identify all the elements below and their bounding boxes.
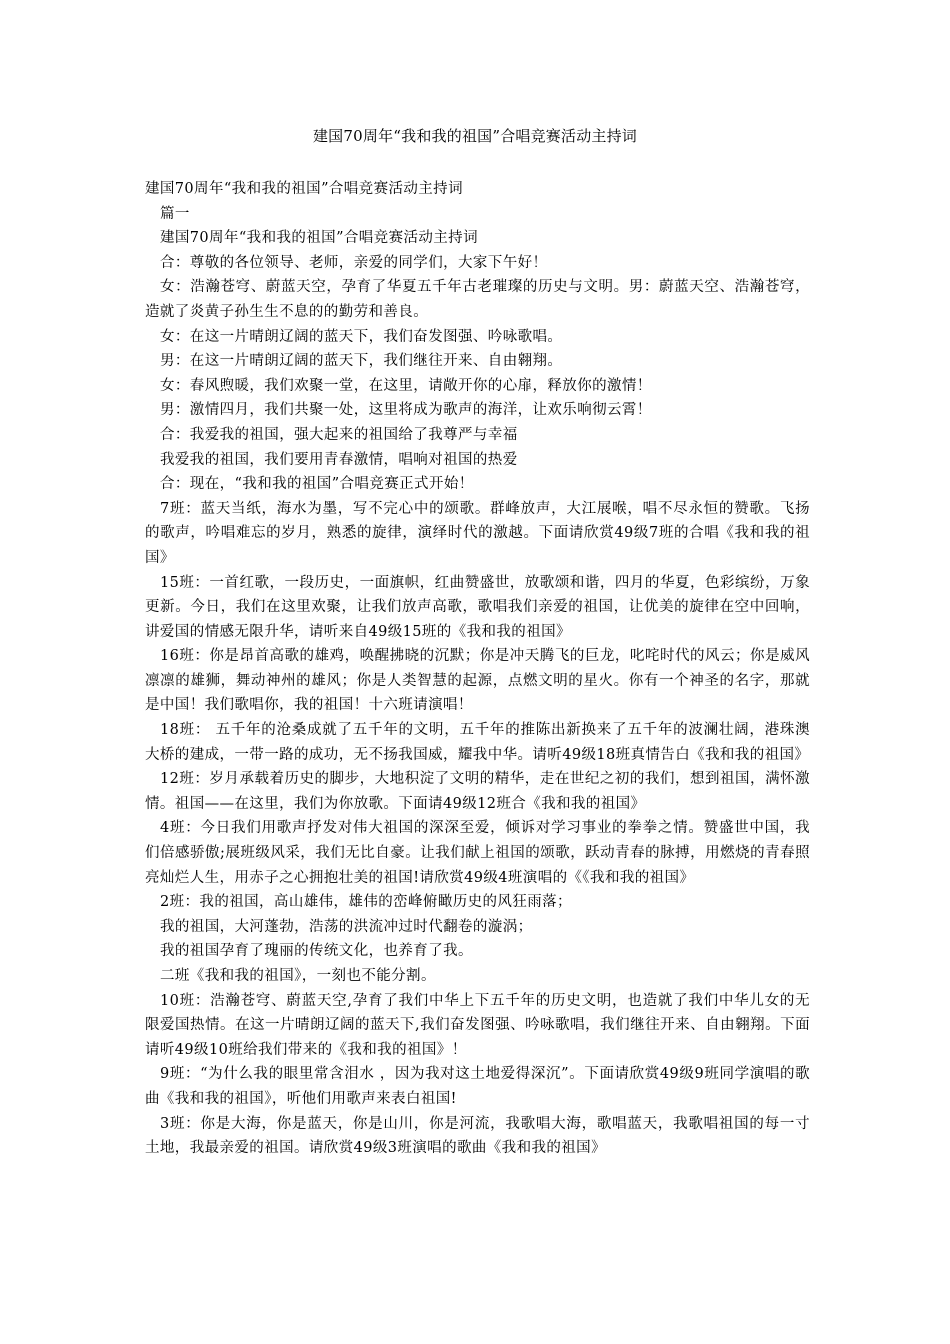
document-title: 建国70周年“我和我的祖国”合唱竞赛活动主持词 [312,127,638,145]
paragraph: 2班：我的祖国，高山雄伟，雄伟的峦峰俯瞰历史的风狂雨落； [160,894,572,911]
paragraph: 我的祖国，大河蓬勃，浩荡的洪流冲过时代翻卷的漩涡； [160,918,533,935]
paragraph: 9班：“为什么我的眼里常含泪水 ，因为我对这土地爱得深沉”。下面请欣赏49级9班同学演唱的歌曲《我和我的祖国》，听他们用歌声来表白祖国! [145,1066,810,1107]
paragraph: 18班： 五千年的沧桑成就了五千年的文明，五千年的推陈出新换来了五千年的波澜壮阔，港珠澳大桥的建成，一带一路的成功，无不扬我国威，耀我中华。请听49级18班真情告白《我和我的祖国》 [145,722,810,763]
paragraph: 16班：你是昂首高歌的雄鸡，唤醒拂晓的沉默；你是冲天腾飞的巨龙，叱咤时代的风云；你是威风凛凛的雄狮，舞动神州的雄风；你是人类智慧的起源，点燃文明的星火。你有一个神圣的名字，那就是中国！我们歌唱你，我的祖国！十六班请演唱！ [145,648,810,714]
document-body [145,177,810,1161]
paragraph: 男：激情四月，我们共聚一处，这里将成为歌声的海洋，让欢乐响彻云霄！ [160,402,652,419]
paragraph: 合：现在，“我和我的祖国”合唱竞赛正式开始！ [160,476,474,493]
paragraph: 我爱我的祖国，我们要用青春激情，唱响对祖国的热爱 [160,451,518,468]
paragraph: 3班：你是大海，你是蓝天，你是山川，你是河流，我歌唱大海，歌唱蓝天，我歌唱祖国的每一寸土地，我最亲爱的祖国。请欣赏49级3班演唱的歌曲《我和我的祖国》 [145,1115,810,1157]
paragraph: 男：在这一片晴朗辽阔的蓝天下，我们继往开来、自由翱翔。 [160,353,563,370]
paragraph: 建国70周年“我和我的祖国”合唱竞赛活动主持词 [145,181,463,197]
paragraph: 女：在这一片晴朗辽阔的蓝天下，我们奋发图强、吟咏歌唱。 [160,328,563,345]
paragraph: 女：春风煦暖，我们欢聚一堂，在这里，请敞开你的心扉，释放你的激情！ [160,377,652,394]
paragraph: 建国70周年“我和我的祖国”合唱竞赛活动主持词 [160,230,478,247]
paragraph: 合：我爱我的祖国，强大起来的祖国给了我尊严与幸福 [160,426,518,443]
paragraph: 我的祖国孕育了瑰丽的传统文化，也养育了我。 [160,943,473,960]
paragraph: 4班：今日我们用歌声抒发对伟大祖国的深深至爱，倾诉对学习事业的拳拳之情。赞盛世中国，我们倍感骄傲;展班级风采，我们无比自豪。让我们献上祖国的颂歌，跃动青春的脉搏，用燃烧的青春照亮灿烂人生，用赤子之心拥抱壮美的祖国!请欣赏49级4班演唱的《《我和我的祖国》 [145,820,810,886]
paragraph: 7班：蓝天当纸，海水为墨，写不完心中的颂歌。群峰放声，大江展喉，唱不尽永恒的赞歌。飞扬的歌声，吟唱难忘的岁月，熟悉的旋律，演绎时代的激越。下面请欣赏49级7班的合唱《我和我的祖国》 [145,500,811,566]
paragraph: 10班：浩瀚苍穹、蔚蓝天空,孕育了我们中华上下五千年的历史文明，也造就了我们中华儿女的无限爱国热情。在这一片晴朗辽阔的蓝天下,我们奋发图强、吟咏歌唱，我们继往开来、自由翱翔。下面请听49级10班给我们带来的《我和我的祖国》！ [145,992,810,1058]
paragraph: 篇一 [160,205,190,222]
paragraph: 二班《我和我的祖国》，一刻也不能分割。 [160,968,436,984]
paragraph: 12班：岁月承载着历史的脚步，大地积淀了文明的精华，走在世纪之初的我们，想到祖国，满怀激情。祖国——在这里，我们为你放歌。下面请49级12班合《我和我的祖国》 [145,771,810,812]
paragraph: 合：尊敬的各位领导、老师，亲爱的同学们，大家下午好！ [160,254,548,271]
paragraph: 15班：一首红歌，一段历史，一面旗帜，红曲赞盛世，放歌颂和谐，四月的华夏，色彩缤纷，万象更新。今日，我们在这里欢聚，让我们放声高歌，歌唱我们亲爱的祖国，让优美的旋律在空中回响，讲爱国的情感无限升华，请听来自49级15班的《我和我的祖国》 [145,574,810,640]
paragraph: 女：浩瀚苍穹、蔚蓝天空，孕育了华夏五千年古老璀璨的历史与文明。男：蔚蓝天空、浩瀚苍穹，造就了炎黄子孙生生不息的的勤劳和善良。 [145,279,810,320]
